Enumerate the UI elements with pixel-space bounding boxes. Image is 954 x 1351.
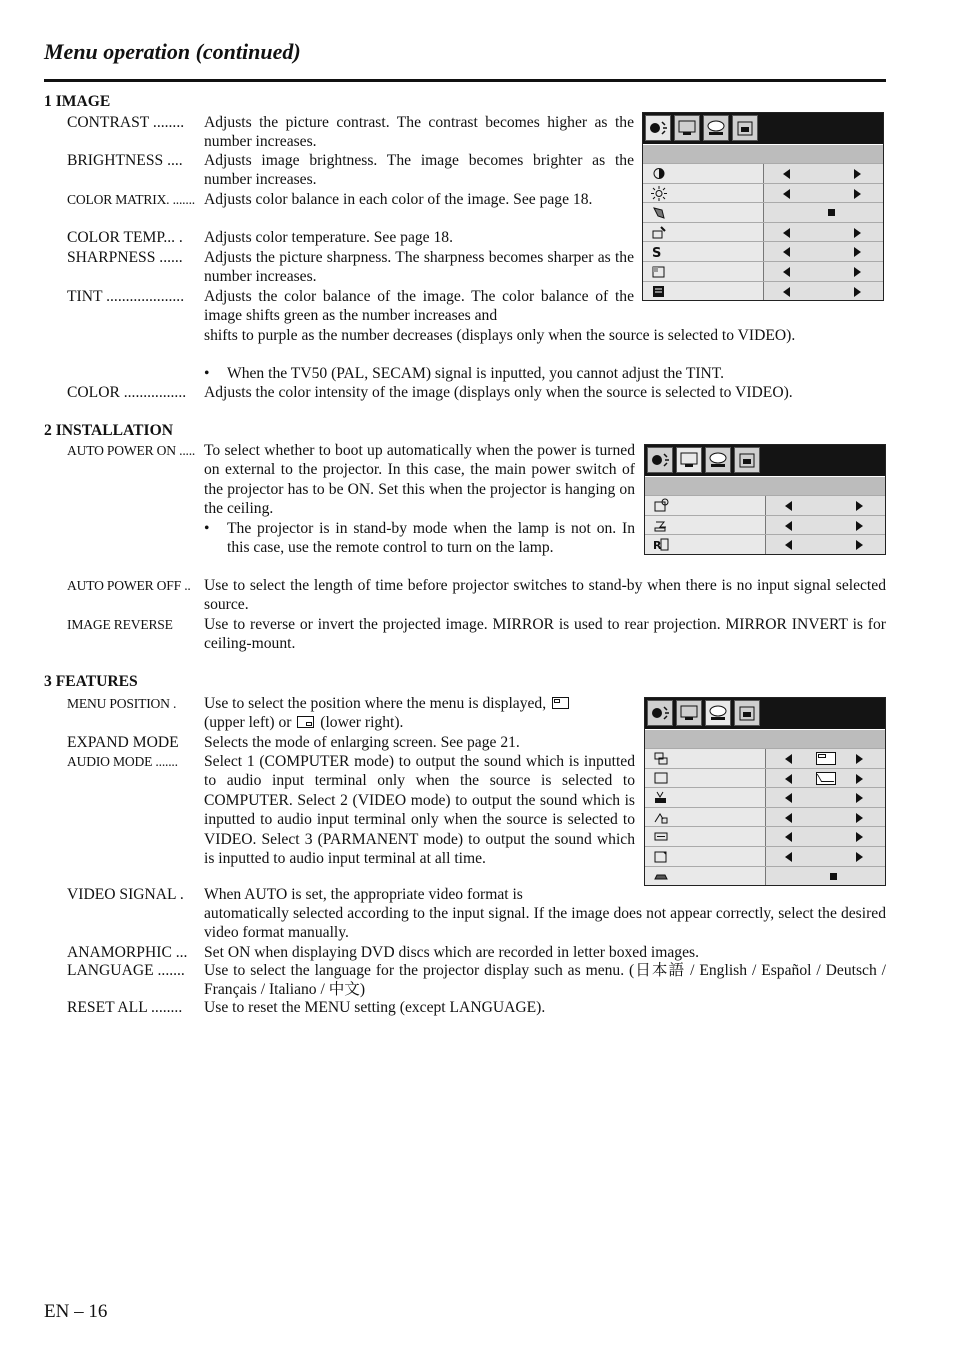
desc-video-signal-b: automatically selected according to the input signal. If the image does not appear correctly, select the desired video format manually. [204,905,886,942]
auto-power-on-icon [653,498,669,513]
expand-mode-icon [653,771,669,786]
arrow-right-icon [856,813,863,823]
sharpness-icon [651,244,667,259]
features-tab-icon [703,115,729,141]
arrow-right-icon [856,754,863,764]
auto-power-off-icon [653,518,669,533]
desc-image-reverse: Use to reverse or invert the projected image. MIRROR is used to rear projection. MIRROR INVERT is for ceiling-mount. [204,616,886,653]
arrow-right-icon [854,267,861,277]
arrow-left-icon [783,287,790,297]
arrow-left-icon [783,169,790,179]
term-video-signal: VIDEO SIGNAL . [67,886,184,903]
desc-sharpness: Adjusts the picture sharpness. The sharpness becomes sharper as the number increases. [204,249,634,286]
arrow-right-icon [856,852,863,862]
term-image-reverse: IMAGE REVERSE [67,617,173,632]
upper-left-position-icon [552,697,569,709]
term-expand-mode: EXPAND MODE [67,734,179,751]
desc-language: Use to select the language for the projector display such as menu. (日本語 / English / Español / Deutsch / Français / Italiano / 中文) [204,962,886,999]
term-language: LANGUAGE ....... [67,962,185,979]
arrow-left-icon [785,852,792,862]
color-icon [651,284,667,299]
arrow-left-icon [783,267,790,277]
arrow-left-icon [785,540,792,550]
title-rule [44,79,886,82]
desc-contrast: Adjusts the picture contrast. The contrast becomes higher as the number increases. [204,114,634,151]
arrow-left-icon [785,774,792,784]
desc-brightness: Adjusts image brightness. The image becomes brighter as the number increases. [204,152,634,189]
installation-menu-screenshot [644,444,886,555]
svg-text:S: S [652,246,662,260]
anamorphic-icon [653,829,669,844]
arrow-left-icon [785,832,792,842]
page-title: Menu operation (continued) [44,39,301,64]
image-tab-icon [647,447,673,473]
reset-all-icon [653,869,669,884]
desc-auto-power-on: To select whether to boot up automatically when the power is turned on external to the projector. In this case, the main power switch of the projector has to be ON. Set this when the projector is hanging on the ceiling. [204,442,635,518]
installation-tab-icon [676,700,702,726]
desc-color: Adjusts the color intensity of the image (displays only when the source is selected to VIDEO). [204,384,793,401]
arrow-right-icon [856,501,863,511]
arrow-left-icon [785,754,792,764]
desc-expand-mode: Selects the mode of enlarging screen. See page 21. [204,734,520,751]
language-icon [653,849,669,864]
features-tab-icon [705,700,731,726]
term-tint: TINT .................... [67,288,185,305]
term-color: COLOR ................ [67,384,187,401]
desc-reset-all: Use to reset the MENU setting (except LANGUAGE). [204,999,546,1016]
arrow-left-icon [785,793,792,803]
enter-dot-icon [828,209,835,216]
svg-text:R: R [653,539,662,553]
desc-color-matrix: Adjusts color balance in each color of the image. See page 18. [204,191,593,208]
arrow-right-icon [856,540,863,550]
brightness-icon [651,186,667,201]
image-tab-icon [645,115,671,141]
contrast-icon [651,166,667,181]
image-reverse-icon [653,537,669,552]
arrow-right-icon [856,774,863,784]
arrow-right-icon [854,169,861,179]
desc-menu-position-c: (lower right). [320,714,404,732]
section-heading-image: 1 IMAGE [44,93,111,110]
desc-color-temp: Adjusts color temperature. See page 18. [204,229,453,246]
term-auto-power-on: AUTO POWER ON ..... [67,443,196,458]
term-color-temp: COLOR TEMP... . [67,229,183,246]
section-heading-features: 3 FEATURES [44,673,138,690]
term-audio-mode: AUDIO MODE ....... [67,754,178,769]
arrow-left-icon [785,501,792,511]
arrow-left-icon [785,813,792,823]
term-color-matrix: COLOR MATRIX. ....... [67,192,195,207]
term-menu-position: MENU POSITION . [67,696,177,711]
desc-menu-position-a: Use to select the position where the menu is displayed, [204,695,547,712]
image-tab-icon [647,700,673,726]
desc-tint-b: shifts to purple as the number decreases (displays only when the source is selected to VIDEO). [204,327,796,344]
desc-auto-power-off: Use to select the length of time before projector switches to stand-by when there is no input signal selected source. [204,577,886,614]
term-anamorphic: ANAMORPHIC ... [67,944,188,961]
bullet-tint: • When the TV50 (PAL, SECAM) signal is inputted, you cannot adjust the TINT. [204,364,886,383]
term-sharpness: SHARPNESS ...... [67,249,183,266]
installation-tab-icon [674,115,700,141]
audio-mode-icon [653,790,669,805]
term-auto-power-off: AUTO POWER OFF .. [67,578,191,593]
image-menu-screenshot [642,112,884,301]
desc-tint-a: Adjusts the color balance of the image. The color balance of the image shifts green as the number increases and [204,288,634,325]
arrow-right-icon [854,287,861,297]
info-tab-icon [734,447,760,473]
arrow-right-icon [856,832,863,842]
arrow-left-icon [785,521,792,531]
video-signal-icon [653,810,669,825]
arrow-right-icon [854,189,861,199]
section-heading-installation: 2 INSTALLATION [44,422,173,439]
term-reset-all: RESET ALL ........ [67,999,183,1016]
desc-audio-mode: Select 1 (COMPUTER mode) to output the sound which is inputted to audio input terminal only when the source is selected to COMPUTER. Select 2 (VIDEO mode) to output the sound which is inputted to audio input terminal only when the source is selected to VIDEO. Select 3 (PARMANENT mode) to output the sound which is inputted to audio input terminal at all time. [204,753,635,868]
features-menu-screenshot [644,697,886,886]
arrow-left-icon [783,189,790,199]
upper-left-position-icon [816,752,836,765]
term-contrast: CONTRAST ........ [67,114,185,131]
desc-anamorphic: Set ON when displaying DVD discs which are recorded in letter boxed images. [204,944,699,961]
menu-position-icon [653,751,669,766]
tint-icon [651,264,667,279]
arrow-right-icon [856,793,863,803]
color-temp-icon [651,225,667,240]
arrow-left-icon [783,247,790,257]
arrow-right-icon [854,228,861,238]
color-matrix-icon [651,205,667,220]
page-number: EN – 16 [44,1301,108,1322]
enter-dot-icon [830,873,837,880]
expand-frame-icon [816,772,836,785]
features-tab-icon [705,447,731,473]
installation-tab-icon [676,447,702,473]
arrow-right-icon [854,247,861,257]
arrow-left-icon [783,228,790,238]
desc-menu-position-b: (upper left) or [204,714,292,732]
term-brightness: BRIGHTNESS .... [67,152,183,169]
lower-right-position-icon [297,716,314,728]
info-tab-icon [734,700,760,726]
arrow-right-icon [856,521,863,531]
bullet-auto-power-on: • The projector is in stand-by mode when the lamp is not on. In this case, use the remote control to turn on the lamp. [204,519,635,558]
info-tab-icon [732,115,758,141]
desc-video-signal-a: When AUTO is set, the appropriate video format is [204,886,523,903]
